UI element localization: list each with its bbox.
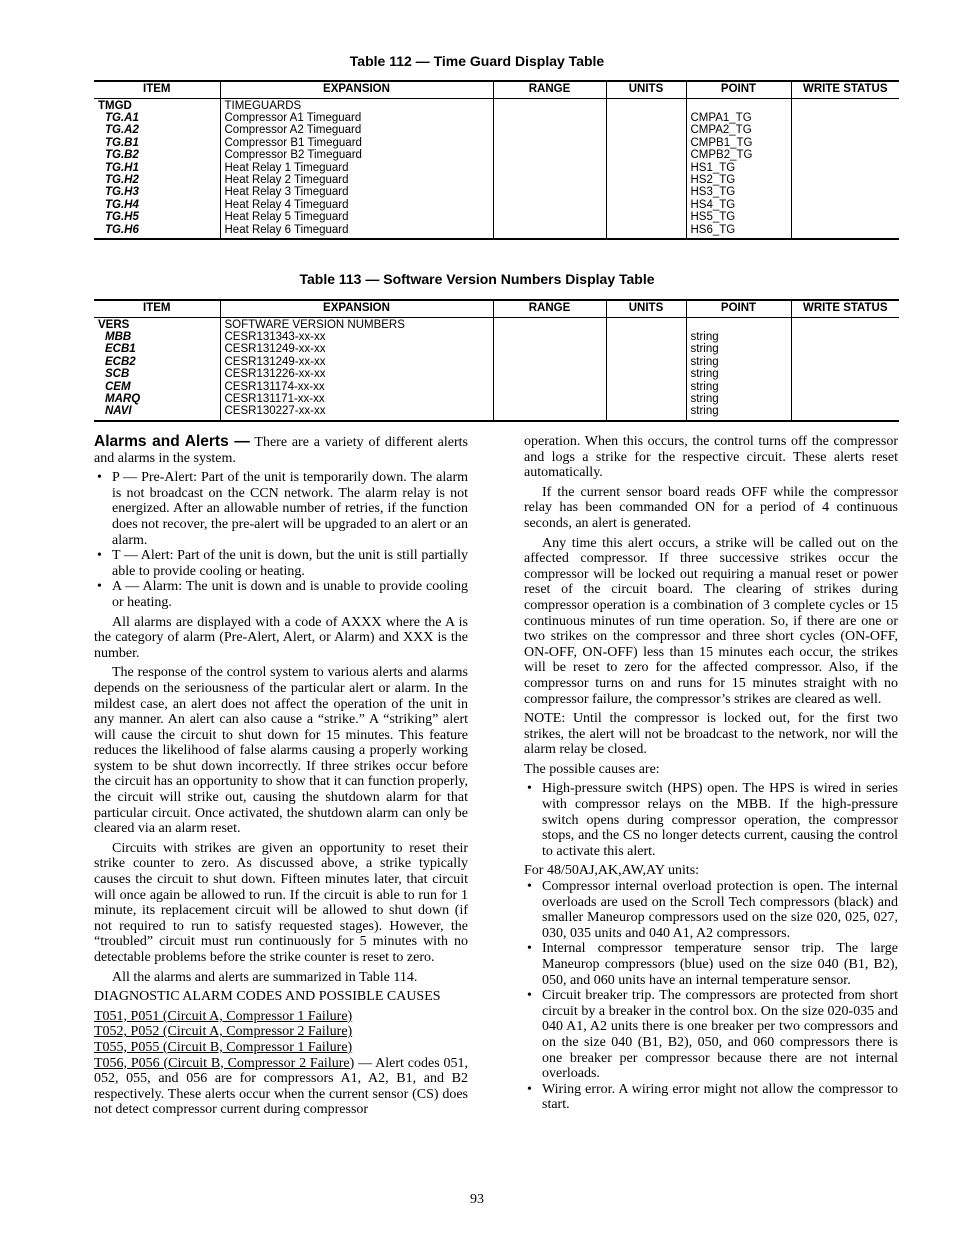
table-row-point: string xyxy=(690,392,719,405)
table-row-item: TG.A1 xyxy=(105,111,139,124)
paragraph: The response of the control system to various alerts and alarms depends on the seriousness of the particular alert or alarm. In the mildest case, an alert does not affect the operation of the unit in any manner. An alert can also cause a “strike.” A “striking” alert will cause the circuit to shut down for 15 minutes. This feature reduces the likelihood of false alarms causing a properly working system to be shut down incorrectly. If three strikes occur before the circuit has an opportunity to show that it can function properly, the circuit will strike out, causing the shutdown alarm for that particular circuit. Once activated, the shutdown alarm can only be cleared via an alarm reset. xyxy=(94,665,468,837)
table-row-point: string xyxy=(690,380,719,393)
column-header-item: ITEM xyxy=(94,300,220,317)
table-row-expansion: CESR131249-xx-xx xyxy=(224,343,326,356)
column-header-write-status: WRITE STATUS xyxy=(791,81,899,98)
table-row-item: MARQ xyxy=(105,392,141,405)
table-row-expansion: Heat Relay 4 Timeguard xyxy=(224,198,349,211)
units-column xyxy=(606,317,686,421)
table-row-point: CMPB2_TG xyxy=(690,149,753,162)
table-row-expansion: Heat Relay 6 Timeguard xyxy=(224,223,349,236)
table-row-item: TG.H2 xyxy=(105,173,139,186)
write-status-column xyxy=(791,98,899,239)
page-number: 93 xyxy=(470,1192,484,1207)
column-header-range: RANGE xyxy=(493,81,606,98)
left-text-column xyxy=(94,434,468,1118)
table-row-point: CMPA2_TG xyxy=(690,124,752,137)
alarm-code-link: T051, P051 (Circuit A, Compressor 1 Failure) xyxy=(94,1008,353,1024)
table-row-point: CMPA1_TG xyxy=(690,111,752,124)
item-column xyxy=(94,98,220,239)
section-heading: Alarms and Alerts — xyxy=(94,433,250,450)
table-row-item: ECB1 xyxy=(105,343,136,356)
table-row-point: HS2_TG xyxy=(690,173,736,186)
alarm-code-description: — Alert codes 051, 052, 055, and 056 are for compressors A1, A2, B1, and B2 respectively. These alerts occur when the current sensor (CS) does not detect compressor current during compressor xyxy=(94,1055,469,1118)
table-row-expansion: Compressor A1 Timeguard xyxy=(224,111,362,124)
paragraph: All the alarms and alerts are summarized in Table 114. xyxy=(112,969,418,985)
table-row-expansion: Heat Relay 2 Timeguard xyxy=(224,173,349,186)
list-item: • P — Pre-Alert: Part of the unit is temporarily down. The alarm is not broadcast on the CCN network. The alarm relay is not energized. After an allowable number of retries, if the function does not recover, the pre-alert will be upgraded to an alert or an alarm. xyxy=(94,470,468,548)
table-row-expansion: CESR130227-xx-xx xyxy=(224,405,326,418)
table-row-expansion: CESR131249-xx-xx xyxy=(224,355,326,368)
table-row-item: TG.H5 xyxy=(105,211,139,224)
column-header-expansion: EXPANSION xyxy=(220,300,493,317)
paragraph: For 48/50AJ,AK,AW,AY units: xyxy=(524,863,700,879)
column-header-units: UNITS xyxy=(606,300,686,317)
list-item: • Internal compressor temperature sensor trip. The large Maneurop compressors (blue) used on the size 040 (B1, B2), 050, and 060 units have an internal temperature sensor. xyxy=(524,941,898,988)
column-header-range: RANGE xyxy=(493,300,606,317)
column-header-point: POINT xyxy=(686,81,791,98)
paragraph: Any time this alert occurs, a strike will be called out on the affected compressor. If three successive strikes occur the compressor will be locked out requiring a manual reset or power reset of the circuit board. The clearing of strikes during compressor operation is a combination of 3 complete cycles or 15 continuous minutes of run time operation. So, if there are one or two strikes on the compressor and three short cycles (ON-OFF, ON-OFF, ON-OFF) less than 15 minutes each occur, the strikes will be reset to zero for the affected compressor. Also, if the compressor turns on and runs for 15 minutes straight with no compressor failure, the compressor’s strikes are cleared as well. xyxy=(524,535,898,707)
software-version-table xyxy=(94,299,899,422)
column-header-expansion: EXPANSION xyxy=(220,81,493,98)
table-row-expansion: Compressor B2 Timeguard xyxy=(224,149,362,162)
table-row-expansion: CESR131343-xx-xx xyxy=(224,330,326,343)
table-row-point: HS3_TG xyxy=(690,186,736,199)
section-intro: There are a variety of different alerts and alarms in the system. xyxy=(94,435,468,466)
write-status-column xyxy=(791,317,899,421)
table-row-point: string xyxy=(690,368,719,381)
alarm-code-link: T052, P052 (Circuit A, Compressor 2 Failure) xyxy=(94,1024,353,1040)
subheading: DIAGNOSTIC ALARM CODES AND POSSIBLE CAUSES xyxy=(94,989,441,1005)
unit-causes-list xyxy=(524,879,898,1113)
table-row-expansion: CESR131174-xx-xx xyxy=(224,380,325,393)
table-row-expansion: Heat Relay 1 Timeguard xyxy=(224,161,349,174)
column-header-write-status: WRITE STATUS xyxy=(791,300,899,317)
table-row-point: HS4_TG xyxy=(690,198,736,211)
point-column xyxy=(686,317,791,421)
table-row-item: TG.H4 xyxy=(105,198,139,211)
paragraph: Circuits with strikes are given an opportunity to reset their strike counter to zero. As discussed above, a strike typically causes the circuit to shut down. Fifteen minutes later, that circuit will once again be allowed to run. If the circuit is able to run for 1 minute, its replacement circuit will be allowed to shut down (if not required to run to satisfy requested stages). However, the “troubled” circuit must run continuously for 5 minutes with no detectable problems before the strike counter is reset to zero. xyxy=(94,840,468,965)
list-item: • Compressor internal overload protection is open. The internal overloads are used on the Scroll Tech compressors (black) and smaller Maneurop compressors used on the size 020, 025, 027, 030, 035 units and 040 A1, A2 compressors. xyxy=(524,879,898,941)
table-row-expansion: CESR131171-xx-xx xyxy=(224,392,325,405)
column-header-units: UNITS xyxy=(606,81,686,98)
table-112-title: Table 112 — Time Guard Display Table xyxy=(349,53,605,69)
table-row-point: HS6_TG xyxy=(690,223,736,236)
table-row-point: HS5_TG xyxy=(690,211,736,224)
table-row-item: TG.B2 xyxy=(105,149,139,162)
list-item: • A — Alarm: The unit is down and is unable to provide cooling or heating. xyxy=(94,579,468,610)
point-column xyxy=(686,98,791,239)
table-row-item: CEM xyxy=(105,380,131,393)
table-113-title: Table 113 — Software Version Numbers Display Table xyxy=(299,271,655,287)
table-row-item: TG.H6 xyxy=(105,223,139,236)
table-row-point: string xyxy=(690,405,719,418)
units-column xyxy=(606,98,686,239)
expansion-column xyxy=(220,98,493,239)
list-item: • T — Alert: Part of the unit is down, but the unit is still partially able to provide cooling or heating. xyxy=(94,548,468,579)
table-row-point: string xyxy=(690,355,719,368)
alarm-code-link: T055, P055 (Circuit B, Compressor 1 Failure) xyxy=(94,1039,353,1055)
expansion-column xyxy=(220,317,493,421)
alarm-code-link: T056, P056 (Circuit B, Compressor 2 Failure) xyxy=(94,1055,355,1071)
range-column xyxy=(493,98,606,239)
time-guard-table xyxy=(94,80,899,240)
right-text-column xyxy=(524,434,898,1117)
table-row-point: string xyxy=(690,330,719,343)
column-header-point: POINT xyxy=(686,300,791,317)
table-row-point: CMPB1_TG xyxy=(690,136,753,149)
table-row-expansion: Heat Relay 5 Timeguard xyxy=(224,211,349,224)
paragraph: The possible causes are: xyxy=(524,761,660,777)
group-item: VERS xyxy=(98,318,130,331)
table-row-item: MBB xyxy=(105,330,132,343)
table-row-point: HS1_TG xyxy=(690,161,736,174)
table-row-expansion: Compressor A2 Timeguard xyxy=(224,124,362,137)
table-row-item: TG.B1 xyxy=(105,136,139,149)
item-column xyxy=(94,317,220,421)
paragraph: operation. When this occurs, the control turns off the compressor and logs a strike for the respective circuit. These alerts reset automatically. xyxy=(524,434,898,481)
table-row-item: TG.A2 xyxy=(105,124,139,137)
range-column xyxy=(493,317,606,421)
column-header-item: ITEM xyxy=(94,81,220,98)
causes-list xyxy=(524,781,898,859)
table-row-item: NAVI xyxy=(105,405,132,418)
table-row-expansion: Compressor B1 Timeguard xyxy=(224,136,362,149)
table-row-expansion: CESR131226-xx-xx xyxy=(224,368,326,381)
list-item: • High-pressure switch (HPS) open. The HPS is wired in series with compressor relays on the MBB. If the high-pressure switch opens during compressor operation, the compressor stops, and the CS no longer detects current, causing the control to activate this alert. xyxy=(524,781,898,859)
table-row-item: SCB xyxy=(105,368,130,381)
table-row-item: ECB2 xyxy=(105,355,136,368)
list-item: • Wiring error. A wiring error might not allow the compressor to start. xyxy=(524,1082,898,1113)
group-expansion: SOFTWARE VERSION NUMBERS xyxy=(224,318,405,331)
group-item: TMGD xyxy=(98,99,132,112)
paragraph: All alarms are displayed with a code of AXXX where the A is the category of alarm (Pre-Alert, Alert, or Alarm) and XXX is the number. xyxy=(94,614,468,661)
table-row-item: TG.H3 xyxy=(105,186,139,199)
group-expansion: TIMEGUARDS xyxy=(224,99,302,112)
table-row-point: string xyxy=(690,343,719,356)
list-item: • Circuit breaker trip. The compressors are protected from short circuit by a breaker in the control box. On the size 020-035 and 040 A1, A2 units there is one breaker per two compressors and on the size 040 (B1, B2), 050, and 060 compressors there is one breaker per compressor because there are not internal overloads. xyxy=(524,988,898,1082)
note-paragraph: NOTE: Until the compressor is locked out, for the first two strikes, the alert will not be broadcast to the network, nor will the alarm relay be closed. xyxy=(524,711,898,758)
table-row-expansion: Heat Relay 3 Timeguard xyxy=(224,186,349,199)
alarm-category-list xyxy=(94,470,468,610)
table-row-item: TG.H1 xyxy=(105,161,139,174)
paragraph: If the current sensor board reads OFF while the compressor relay has been commanded ON for a period of 4 continuous seconds, an alert is generated. xyxy=(524,484,898,531)
